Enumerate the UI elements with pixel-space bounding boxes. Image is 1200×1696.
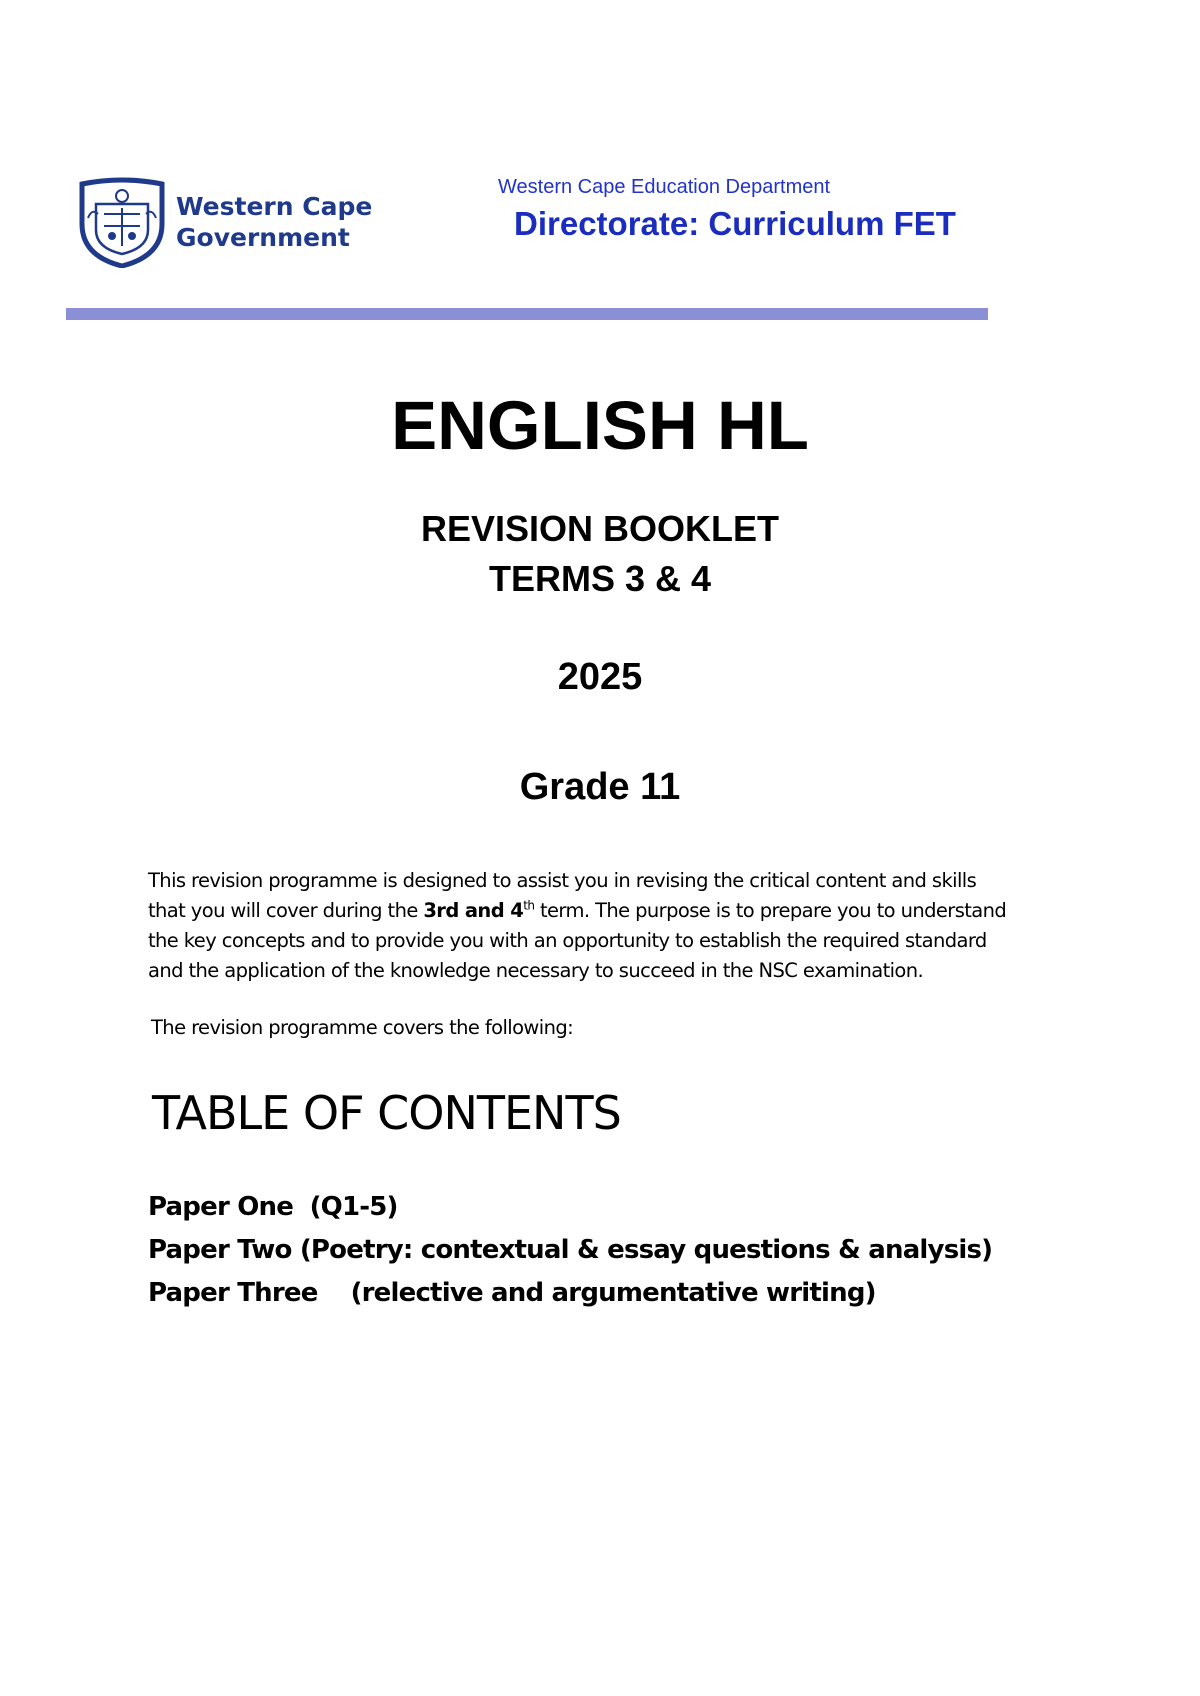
toc-list [148,1186,992,1315]
logo-wordmark [176,191,372,253]
document-year: 2025 [557,656,643,698]
logo-line-2: Government [176,223,350,252]
directorate-name: Directorate: Curriculum FET [514,205,956,242]
intro-text-after: term. The purpose is to prepare you to understand the key concepts and to provide you with an opportunity to establish the required standard and the application of the knowledge necessary to succeed in the NSC examination. [148,899,1007,982]
intro-covers-line: The revision programme covers the following: [151,1016,574,1039]
toc-item-paper-three: Paper Three (relective and argumentative writing) [148,1278,876,1308]
intro-superscript-th: th [523,898,535,913]
document-grade: Grade 11 [519,766,681,808]
coat-of-arms-icon [76,174,168,268]
document-title: ENGLISH HL [391,387,809,464]
logo-line-1: Western Cape [176,192,373,221]
intro-paragraph [148,866,1008,986]
document-subtitle: REVISION BOOKLET [420,508,780,549]
document-terms: TERMS 3 & 4 [488,558,712,599]
toc-heading: TABLE OF CONTENTS [152,1086,621,1140]
intro-text-before: This revision programme is designed to assist you in revising the critical content and skills that you will cover during the [148,869,977,922]
department-name: Western Cape Education Department [498,176,831,198]
toc-item-paper-one: Paper One (Q1-5) [148,1192,398,1222]
intro-bold-and-4: and 4 [458,899,524,922]
western-cape-government-logo [76,174,396,274]
toc-item-paper-two: Paper Two (Poetry: contextual & essay questions & analysis) [148,1235,993,1265]
intro-bold-3rd: 3rd [423,899,459,922]
header-divider [66,308,988,320]
